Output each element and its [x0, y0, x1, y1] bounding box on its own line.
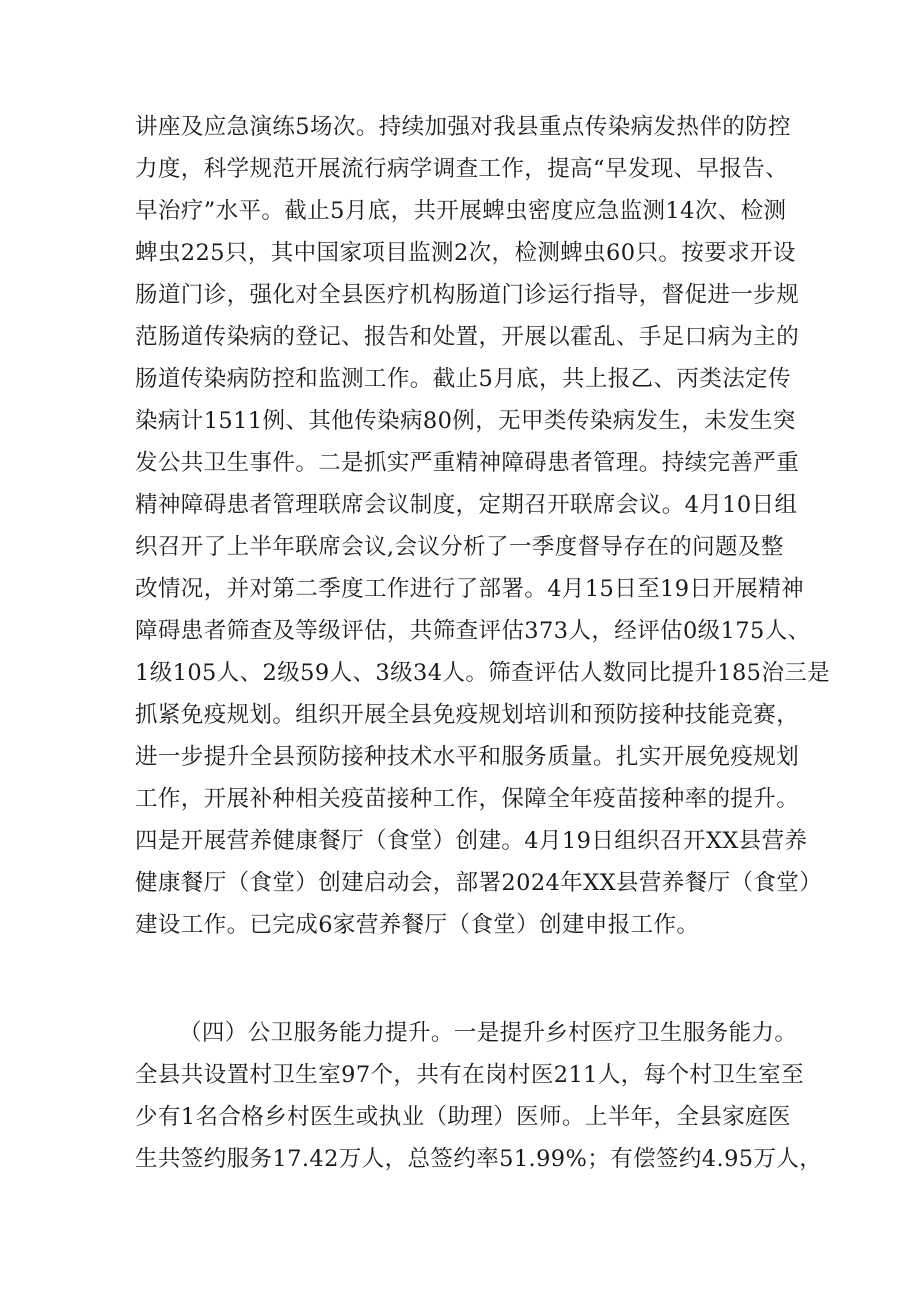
text-line: 织召开了上半年联席会议,会议分析了一季度督导存在的问题及整	[135, 534, 784, 560]
text-line: 健康餐厅（食堂）创建启动会，部署2024年XX县营养餐厅（食堂）	[135, 870, 823, 896]
paragraph-1	[135, 106, 831, 946]
text-line: 发公共卫生事件。二是抓实严重精神障碍患者管理。持续完善严重	[135, 450, 800, 476]
text-line: 改情况，并对第二季度工作进行了部署。4月15日至19日开展精神	[135, 576, 804, 602]
text-line: 建设工作。已完成6家营养餐厅（食堂）创建申报工作。	[135, 912, 700, 938]
text-line: 染病计1511例、其他传染病80例，无甲类传染病发生，未发生突	[135, 408, 796, 434]
text-line: 力度，科学规范开展流行病学调查工作，提高“早发现、早报告、	[135, 156, 789, 182]
text-line: 抓紧免疫规划。组织开展全县免疫规划培训和预防接种技能竞赛，	[135, 702, 800, 728]
text-line: 肠道传染病防控和监测工作。截止5月底，共上报乙、丙类法定传	[135, 366, 791, 392]
text-line: 1级105人、2级59人、3级34人。筛查评估人数同比提升185治三是	[135, 660, 831, 686]
text-line: 工作，开展补种相关疫苗接种工作，保障全年疫苗接种率的提升。	[135, 786, 800, 812]
text-line: 进一步提升全县预防接种技术水平和服务质量。扎实开展免疫规划	[135, 744, 800, 770]
text-line: 少有1名合格乡村医生或执业（助理）医师。上半年，全县家庭医	[135, 1104, 791, 1130]
text-line: 早治疗”水平。截止5月底，共开展蜱虫密度应急监测14次、检测	[135, 198, 787, 224]
text-line: 蜱虫225只，其中国家项目监测2次，检测蜱虫60只。按要求开设	[135, 240, 796, 266]
text-line: 全县共设置村卫生室97个，共有在岗村医211人，每个村卫生室至	[135, 1062, 804, 1088]
text-line: 精神障碍患者管理联席会议制度，定期召开联席会议。4月10日组	[135, 492, 798, 518]
text-line: 肠道门诊，强化对全县医疗机构肠道门诊运行指导，督促进一步规	[135, 282, 800, 308]
text-line: （四）公卫服务能力提升。一是提升乡村医疗卫生服务能力。	[179, 1020, 798, 1046]
paragraph-2	[135, 1012, 823, 1180]
text-line: 讲座及应急演练5场次。持续加强对我县重点传染病发热伴的防控	[135, 114, 791, 140]
text-line: 生共签约服务17.42万人，总签约率51.99%；有偿签约4.95万人，	[135, 1146, 823, 1172]
text-line: 障碍患者筛查及等级评估，共筛查评估373人，经评估0级175人、	[135, 618, 811, 644]
text-line: 四是开展营养健康餐厅（食堂）创建。4月19日组织召开XX县营养	[135, 828, 808, 854]
text-line: 范肠道传染病的登记、报告和处置，开展以霍乱、手足口病为主的	[135, 324, 800, 350]
